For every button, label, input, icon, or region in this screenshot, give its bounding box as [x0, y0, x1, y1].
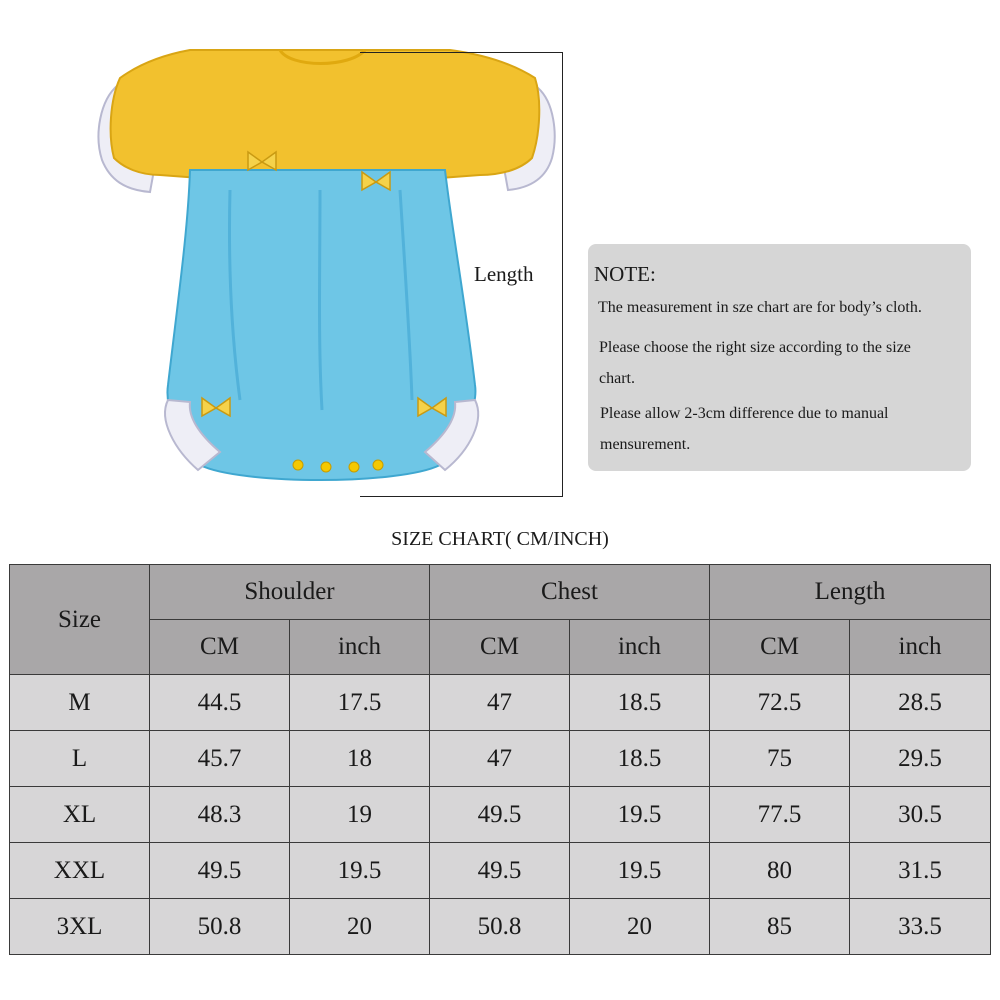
table-row	[10, 675, 991, 731]
unit-cell: CM	[430, 620, 570, 675]
table-cell: 33.5	[850, 899, 991, 955]
size-chart-title: SIZE CHART( CM/INCH)	[391, 528, 609, 550]
table-cell: 19.5	[290, 843, 430, 899]
table-cell: 28.5	[850, 675, 991, 731]
table-cell: 19	[290, 787, 430, 843]
note-line-3a: Please allow 2-3cm difference due to manual	[600, 405, 889, 422]
table-cell: 20	[570, 899, 710, 955]
table-cell: 29.5	[850, 731, 991, 787]
table-cell: 50.8	[150, 899, 290, 955]
table-cell: 20	[290, 899, 430, 955]
unit-cell: inch	[570, 620, 710, 675]
table-cell: 72.5	[710, 675, 850, 731]
table-cell: 44.5	[150, 675, 290, 731]
note-line-2b: chart.	[599, 370, 635, 387]
length-measure-label: Length	[470, 262, 537, 287]
size-cell: M	[10, 675, 150, 731]
unit-cell: inch	[850, 620, 991, 675]
table-cell: 75	[710, 731, 850, 787]
note-line-3b: mensurement.	[600, 436, 691, 453]
table-cell: 18.5	[570, 731, 710, 787]
size-table	[9, 564, 991, 955]
table-cell: 19.5	[570, 843, 710, 899]
table-row	[10, 843, 991, 899]
table-cell: 49.5	[430, 787, 570, 843]
unit-cell: CM	[710, 620, 850, 675]
table-cell: 50.8	[430, 899, 570, 955]
table-cell: 80	[710, 843, 850, 899]
header-shoulder: Shoulder	[150, 565, 430, 620]
table-cell: 85	[710, 899, 850, 955]
table-cell: 47	[430, 731, 570, 787]
note-line-1: The measurement in sze chart are for body’s cloth.	[598, 299, 922, 316]
size-cell: XL	[10, 787, 150, 843]
size-cell: XXL	[10, 843, 150, 899]
note-line-2a: Please choose the right size according to the size	[599, 339, 911, 356]
table-cell: 31.5	[850, 843, 991, 899]
table-row	[10, 787, 991, 843]
note-title: NOTE:	[594, 262, 656, 286]
table-row	[10, 731, 991, 787]
table-cell: 17.5	[290, 675, 430, 731]
table-header-row	[10, 565, 991, 620]
size-cell: L	[10, 731, 150, 787]
table-cell: 77.5	[710, 787, 850, 843]
table-cell: 48.3	[150, 787, 290, 843]
unit-cell: CM	[150, 620, 290, 675]
note-box	[588, 244, 971, 471]
table-cell: 47	[430, 675, 570, 731]
header-length: Length	[710, 565, 991, 620]
unit-cell: inch	[290, 620, 430, 675]
header-chest: Chest	[430, 565, 710, 620]
table-cell: 49.5	[150, 843, 290, 899]
table-cell: 30.5	[850, 787, 991, 843]
size-cell: 3XL	[10, 899, 150, 955]
table-cell: 49.5	[430, 843, 570, 899]
table-row	[10, 899, 991, 955]
table-unit-row	[10, 620, 991, 675]
size-header: Size	[10, 565, 150, 675]
table-cell: 19.5	[570, 787, 710, 843]
table-cell: 18	[290, 731, 430, 787]
table-cell: 18.5	[570, 675, 710, 731]
table-cell: 45.7	[150, 731, 290, 787]
